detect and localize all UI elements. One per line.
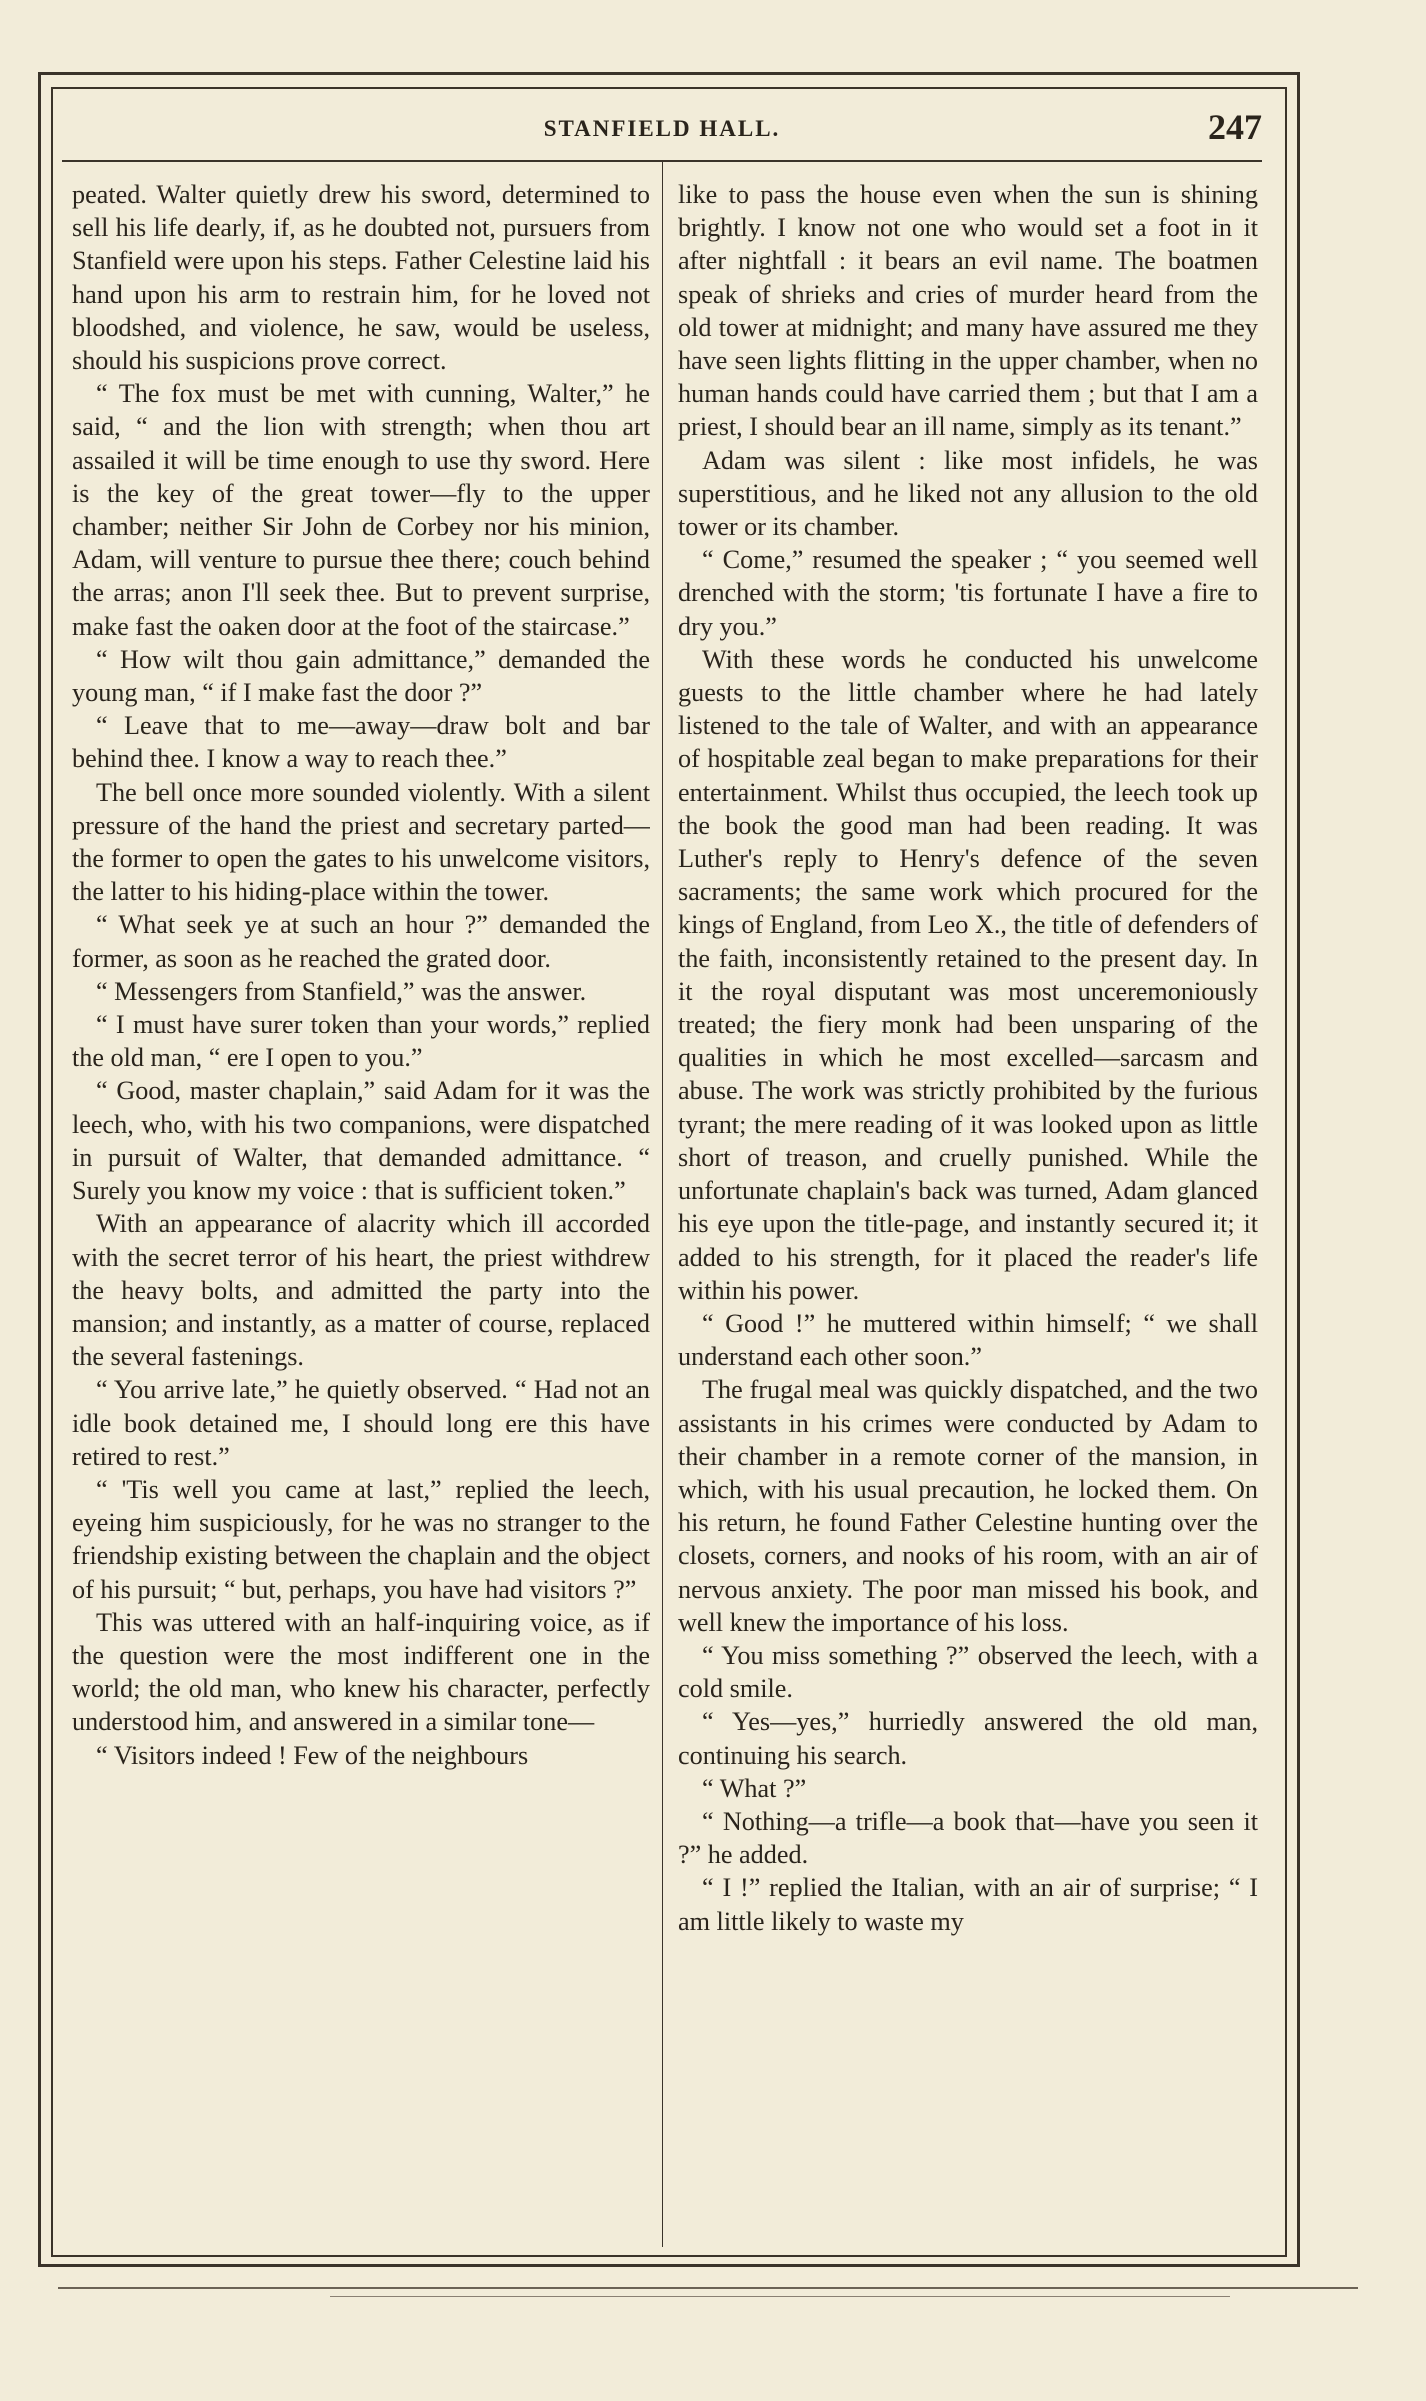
paragraph: “ Nothing—a trifle—a book that—have you seen it ?” he added.	[678, 1806, 1258, 1870]
paragraph: “ What ?”	[702, 1773, 807, 1803]
column-divider	[662, 162, 663, 2247]
paragraph: “ Yes—yes,” hurriedly answered the old man, continuing his search.	[678, 1707, 1258, 1770]
paragraph: “ You miss something ?” observed the leech, with a cold smile.	[678, 1640, 1258, 1704]
left-column	[72, 178, 650, 2248]
paragraph: “ I !” replied the Italian, with an air of surprise; “ I am little likely to waste my	[678, 1873, 1258, 1936]
paragraph: “ Leave that to me—away—draw bolt and bar behind thee. I know a way to reach thee.”	[72, 711, 650, 774]
paragraph: “ Messengers from Stanfield,” was the answer.	[96, 976, 587, 1006]
running-title: STANFIELD HALL.	[543, 116, 781, 141]
page-number: 247	[1208, 107, 1262, 147]
paragraph: “ Good !” he muttered within himself; “ we shall understand each other soon.”	[678, 1308, 1258, 1372]
paragraph: “ How wilt thou gain admittance,” demanded the young man, “ if I make fast the door ?”	[72, 644, 650, 708]
paragraph: “ Visitors indeed ! Few of the neighbours	[96, 1740, 529, 1770]
paragraph: “ Good, master chaplain,” said Adam for it was the leech, who, with his two companions, were dispatched in pursuit of Walter, that demanded admittance. “ Surely you know my voice : that is sufficient token.”	[72, 1076, 650, 1206]
paragraph: “ Come,” resumed the speaker ; “ you seemed well drenched with the storm; 'tis fortunate I have a fire to dry you.”	[678, 545, 1258, 641]
paragraph: “ I must have surer token than your words,” replied the old man, “ ere I open to you.”	[72, 1010, 650, 1073]
paragraph: This was uttered with an half-inquiring voice, as if the question were the most indifferent one in the world; the old man, who knew his character, perfectly understood him, and answered in a similar tone—	[72, 1607, 650, 1737]
paragraph: The frugal meal was quickly dispatched, and the two assistants in his crimes were conducted by Adam to their chamber in a remote corner of the mansion, in which, with his usual precaution, he locked them. On his return, he found Father Celestine hunting over the closets, corners, and nooks of his room, with an air of nervous anxiety. The poor man missed his book, and well knew the importance of his loss.	[678, 1375, 1258, 1637]
paragraph: “ The fox must be met with cunning, Walter,” he said, “ and the lion with strength; when thou art assailed it will be time enough to use thy sword. Here is the key of the great tower—fly to the upper chamber; neither Sir John de Corbey nor his minion, Adam, will venture to pursue thee there; couch behind the arras; anon I'll seek thee. But to prevent surprise, make fast the oaken door at the foot of the staircase.”	[72, 379, 650, 641]
paragraph: With an appearance of alacrity which ill accorded with the secret terror of his heart, the priest withdrew the heavy bolts, and admitted the party into the mansion; and instantly, as a matter of course, replaced the several fastenings.	[72, 1209, 650, 1372]
paragraph: Adam was silent : like most infidels, he was superstitious, and he liked not any allusion to the old tower or its chamber.	[678, 445, 1258, 542]
paragraph: like to pass the house even when the sun is shining brightly. I know not one who would set a foot in it after nightfall : it bears an evil name. The boatmen speak of shrieks and cries of murder heard from the old tower at midnight; and many have assured me they have seen lights flitting in the upper chamber, when no human hands could have carried them ; but that I am a priest, I should bear an ill name, simply as its tenant.”	[678, 180, 1258, 442]
paragraph: The bell once more sounded violently. With a silent pressure of the hand the priest and secretary parted—the former to open the gates to his unwelcome visitors, the latter to his hiding-place within the tower.	[72, 777, 650, 907]
bottom-rule	[58, 2287, 1358, 2289]
paragraph: “ What seek ye at such an hour ?” demanded the former, as soon as he reached the grated door.	[72, 910, 650, 973]
paragraph: With these words he conducted his unwelcome guests to the little chamber where he had lately listened to the tale of Walter, and with an appearance of hospitable zeal began to make preparations for their entertainment. Whilst thus occupied, the leech took up the book the good man had been reading. It was Luther's reply to Henry's defence of the seven sacraments; the same work which procured for the kings of England, from Leo X., the title of defenders of the faith, inconsistently retained to the present day. In it the royal disputant was most unceremoniously treated; the fiery monk had been unsparing of the qualities in which he most excelled—sarcasm and abuse. The work was strictly prohibited by the furious tyrant; the mere reading of it was looked upon as little short of treason, and cruelly punished. While the unfortunate chaplain's back was turned, Adam glanced his eye upon the title-page, and instantly secured it; it added to his strength, for it placed the reader's life within his power.	[678, 644, 1258, 1305]
paragraph: “ You arrive late,” he quietly observed. “ Had not an idle book detained me, I should long ere this have retired to rest.”	[72, 1375, 650, 1471]
paragraph: “ 'Tis well you came at last,” replied the leech, eyeing him suspiciously, for he was no stranger to the friendship existing between the chaplain and the object of his pursuit; “ but, perhaps, you have had visitors ?”	[72, 1474, 650, 1604]
right-column	[678, 178, 1258, 2248]
paragraph: peated. Walter quietly drew his sword, determined to sell his life dearly, if, as he doubted not, pursuers from Stanfield were upon his steps. Father Celestine laid his hand upon his arm to restrain him, for he loved not bloodshed, and violence, he saw, would be useless, should his suspicions prove correct.	[72, 180, 650, 376]
bottom-rule-secondary	[330, 2296, 1230, 2297]
